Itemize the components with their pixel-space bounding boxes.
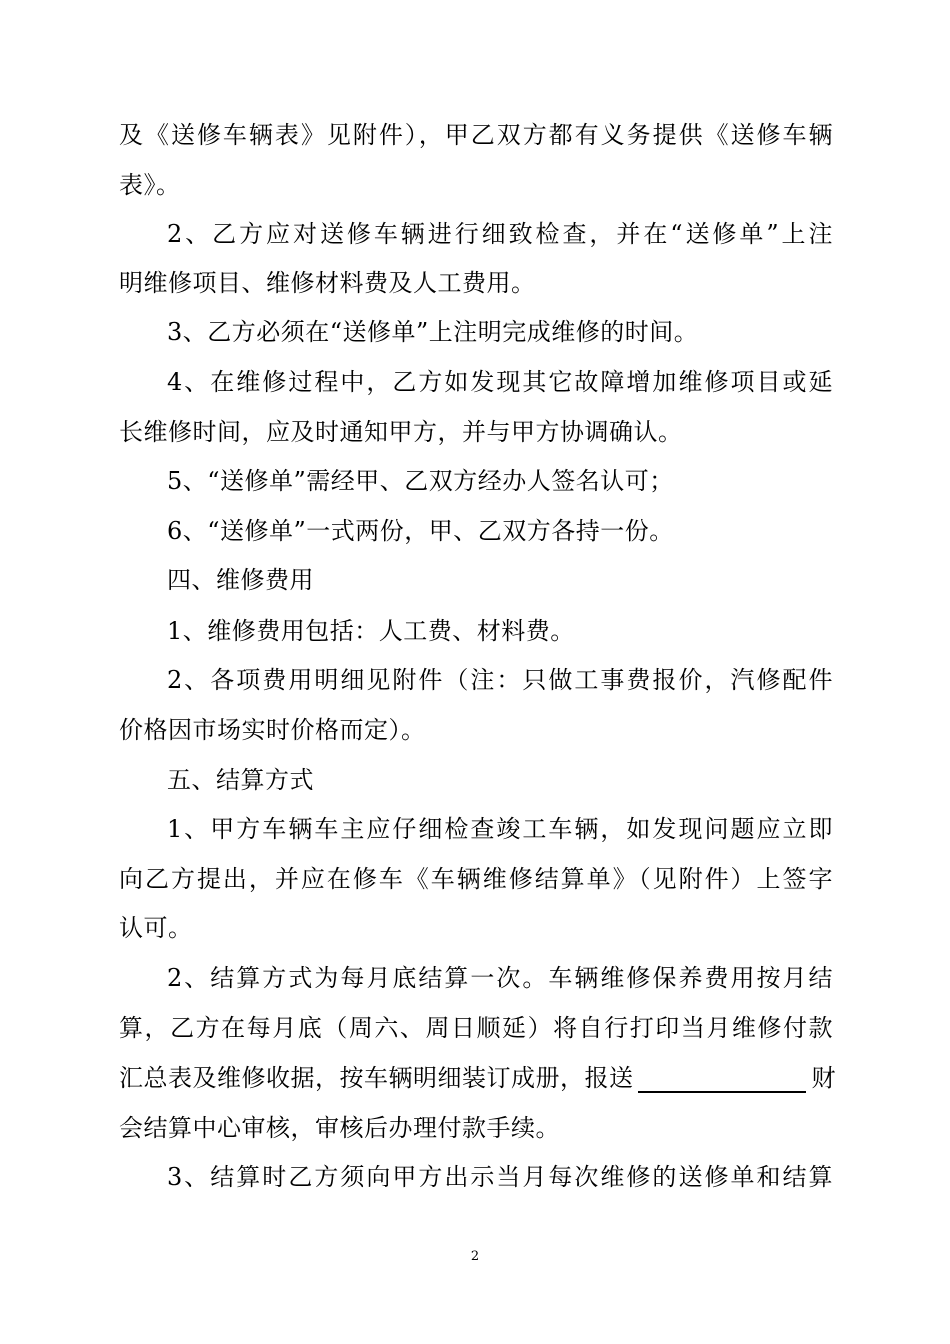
text-line: 2、结算方式为每月底结算一次。车辆维修保养费用按月结	[167, 964, 833, 992]
text-line: 2、各项费用明细见附件（注：只做工事费报价，汽修配件	[167, 666, 833, 694]
text-line: 1、维修费用包括：人工费、材料费。	[167, 617, 575, 645]
text-line: 长维修时间，应及时通知甲方，并与甲方协调确认。	[119, 418, 683, 446]
text-line: 明维修项目、维修材料费及人工费用。	[119, 269, 536, 297]
section-heading: 四、维修费用	[167, 566, 314, 594]
text-line: 1、甲方车辆车主应仔细检查竣工车辆，如发现问题应立即	[167, 815, 833, 843]
text-line: 及《送修车辆表》见附件），甲乙双方都有义务提供《送修车辆	[119, 121, 833, 149]
text-line: 6、“送修单”一式两份，甲、乙双方各持一份。	[167, 517, 674, 545]
text-line: 4、在维修过程中，乙方如发现其它故障增加维修项目或延	[167, 368, 833, 396]
text-line: 价格因市场实时价格而定）。	[119, 716, 426, 744]
text-line: 向乙方提出，并应在修车《车辆维修结算单》（见附件）上签字	[119, 865, 833, 893]
section-heading: 五、结算方式	[167, 766, 314, 794]
text-line: 3、乙方必须在“送修单”上注明完成维修的时间。	[167, 318, 699, 346]
text-line-with-blank	[119, 1063, 836, 1093]
text-fragment: 汇总表及维修收据，按车辆明细装订成册，报送	[119, 1064, 634, 1092]
text-line: 会结算中心审核，审核后办理付款手续。	[119, 1114, 560, 1142]
text-line: 5、“送修单”需经甲、乙双方经办人签名认可；	[167, 467, 674, 495]
text-line: 3、结算时乙方须向甲方出示当月每次维修的送修单和结算	[167, 1163, 833, 1191]
text-fragment: 财	[811, 1064, 836, 1092]
text-line: 认可。	[119, 914, 193, 942]
text-line: 表》。	[119, 171, 181, 199]
page-number: 2	[470, 1249, 480, 1264]
text-line: 算，乙方在每月底（周六、周日顺延）将自行打印当月维修付款	[119, 1014, 833, 1042]
text-line: 2、乙方应对送修车辆进行细致检查，并在“送修单”上注	[167, 220, 833, 248]
fill-in-blank	[638, 1065, 806, 1093]
